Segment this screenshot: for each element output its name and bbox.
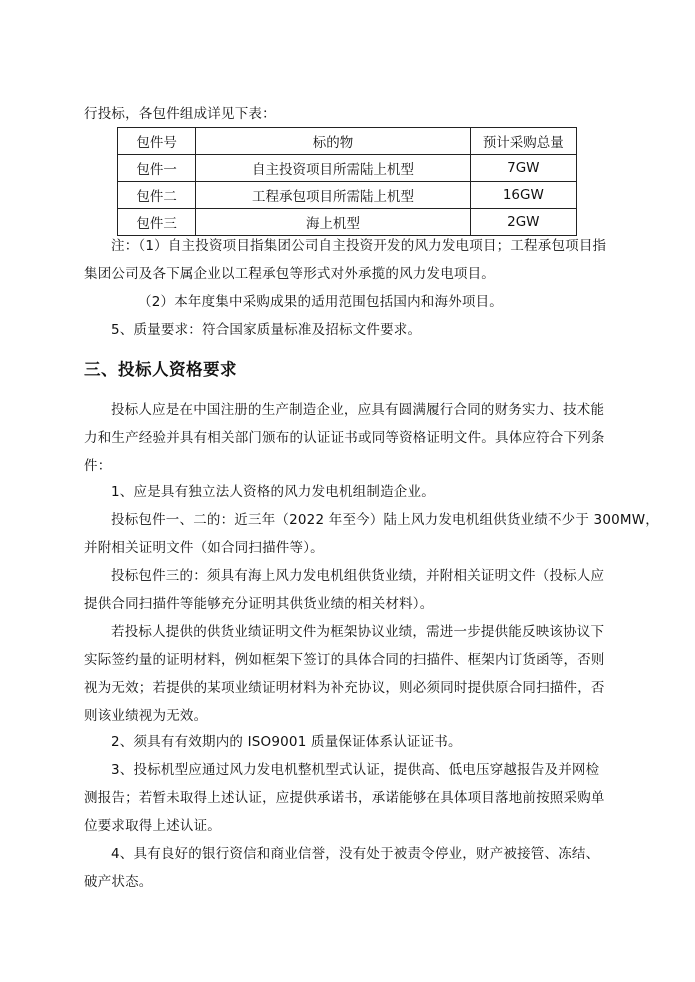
requirement-1: 1、应是具有独立法人资格的风力发电机组制造企业。 <box>111 484 435 500</box>
table-header-cell: 预计采购总量 <box>470 128 576 155</box>
table-cell: 7GW <box>470 155 576 182</box>
table-header-cell: 包件号 <box>118 128 196 155</box>
note-1: 注：（1）自主投资项目指集团公司自主投资开发的风力发电项目；工程承包项目指 集团公司及各下属企业以工程承包等形式对外承揽的风力发电项目。 <box>84 238 607 282</box>
table-cell: 2GW <box>470 209 576 236</box>
requirement-3: 3、投标机型应通过风力发电机整机型式认证，提供高、低电压穿越报告及并网检 测报告；若暂未取得上述认证，应提供承诺书，承诺能够在具体项目落地前按照采购单 位要求取得上述认证。 <box>84 762 605 834</box>
requirement-2: 2、须具有有效期内的 ISO9001 质量保证体系认证证书。 <box>111 734 462 750</box>
requirement-1-framework: 若投标人提供的供货业绩证明文件为框架协议业绩，需进一步提供能反映该协议下 实际签约量的证明材料，例如框架下签订的具体合同的扫描件、框架内订货函等，否则 视为无效；若提供的某项业绩证明材料为补充协议，则必须同时提供原合同扫描件，否 则该业绩视为无效。 <box>84 624 605 724</box>
item-5: 5、质量要求：符合国家质量标准及招标文件要求。 <box>111 322 422 338</box>
table-cell: 包件二 <box>118 182 196 209</box>
requirement-4: 4、具有良好的银行资信和商业信誉，没有处于被责令停业，财产被接管、冻结、 破产状态。 <box>84 846 600 890</box>
table-cell: 工程承包项目所需陆上机型 <box>196 182 470 209</box>
table-row <box>118 155 577 182</box>
package-table <box>117 127 577 236</box>
intro-line: 行投标，各包件组成详见下表： <box>84 106 276 122</box>
table-header-cell: 标的物 <box>196 128 470 155</box>
table-cell: 包件一 <box>118 155 196 182</box>
table-header-row <box>118 128 577 155</box>
note-2: （2）本年度集中采购成果的适用范围包括国内和海外项目。 <box>138 294 503 310</box>
paragraph-intro: 投标人应是在中国注册的生产制造企业，应具有圆满履行合同的财务实力、技术能 力和生产经验并具有相关部门颁布的认证证书或同等资格证明文件。具体应符合下列条 件： <box>84 402 605 474</box>
table-cell: 包件三 <box>118 209 196 236</box>
requirement-1-package-3: 投标包件三的：须具有海上风力发电机组供货业绩，并附相关证明文件（投标人应 提供合同扫描件等能够充分证明其供货业绩的相关材料）。 <box>84 568 605 612</box>
table-cell: 自主投资项目所需陆上机型 <box>196 155 470 182</box>
table-cell: 16GW <box>470 182 576 209</box>
table-row <box>118 182 577 209</box>
requirement-1-package-1-2: 投标包件一、二的：近三年（2022 年至今）陆上风力发电机组供货业绩不少于 300MW， 并附相关证明文件（如合同扫描件等）。 <box>84 512 660 556</box>
section-title: 三、投标人资格要求 <box>84 360 237 379</box>
table-cell: 海上机型 <box>196 209 470 236</box>
